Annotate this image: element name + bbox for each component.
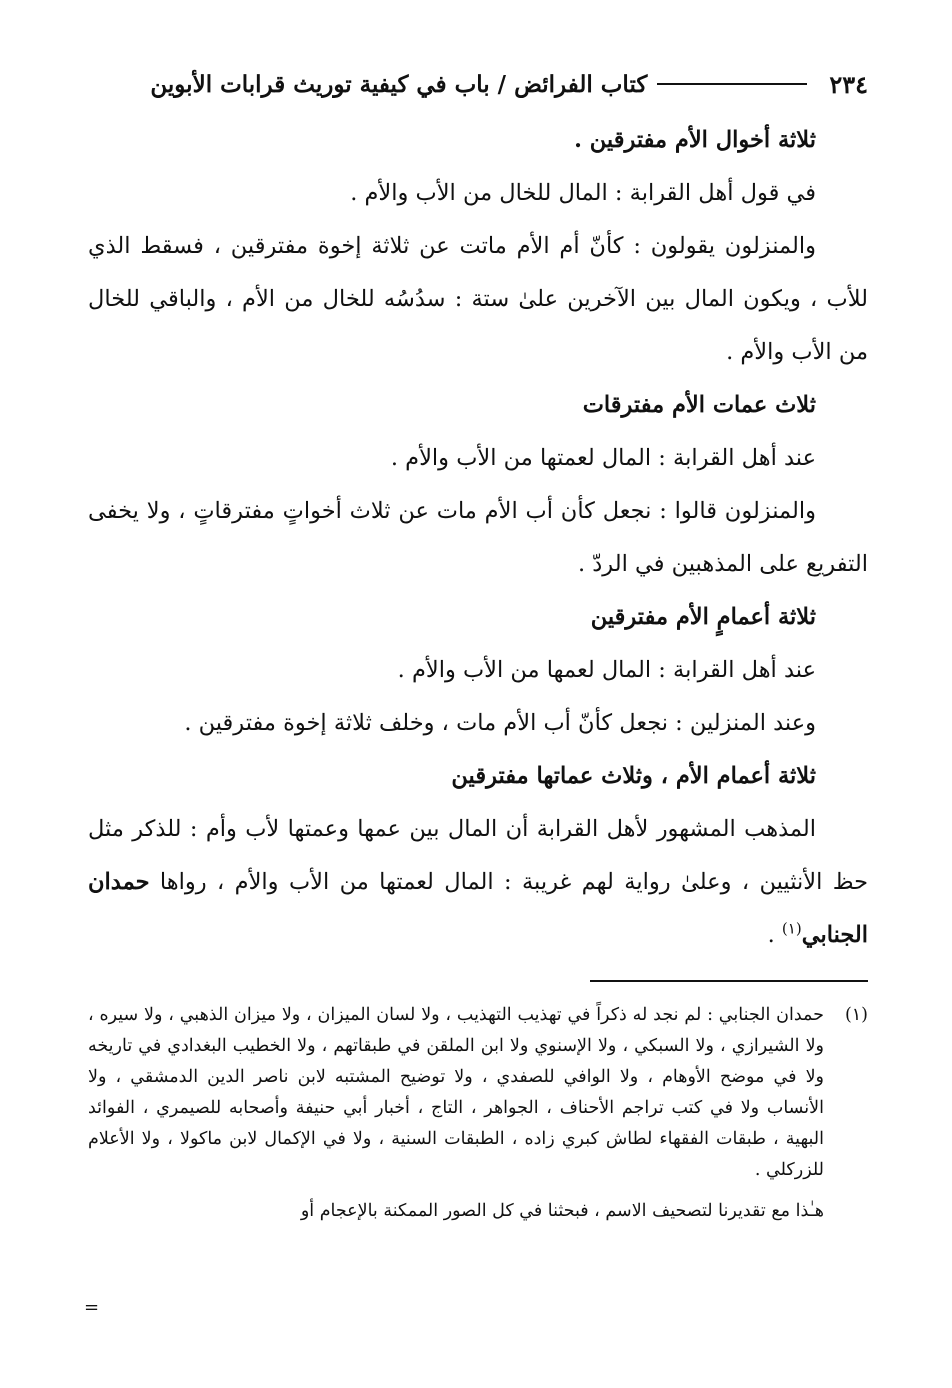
paragraph-4: والمنزلون قالوا : نجعل كأن أب الأم مات عن ثلاث أخواتٍ مفترقاتٍ ، ولا يخفى التفريع على المذهبين في الردّ . — [88, 498, 868, 577]
paragraph-2: والمنزلون يقولون : كأنّ أم الأم ماتت عن ثلاثة إخوة مفترقين ، فسقط الذي للأب ، ويكون المال بين الآخرين علىٰ ستة : سدُسُه للخال من الأم ، والباقي للخال من الأب والأم . — [88, 233, 868, 365]
section-heading-4: ثلاثة أعمام الأم ، وثلاث عماتها مفترقين — [451, 763, 816, 789]
footnote-reference[interactable]: (١) — [781, 919, 802, 938]
paragraph-7-end: . — [767, 922, 782, 948]
main-text — [88, 114, 868, 962]
running-title: كتاب الفرائض / باب في كيفية توريث قرابات الأبوين — [150, 70, 648, 98]
book-page — [84, 62, 869, 1362]
footnote-continuation: هـٰذا مع تقديرنا لتصحيف الاسم ، فبحثنا في كل الصور الممكنة بالإعجام أو — [300, 1201, 824, 1221]
paragraph-1: في قول أهل القرابة : المال للخال من الأب والأم . — [350, 180, 816, 206]
paragraph-7-text: المذهب المشهور لأهل القرابة أن المال بين عمها وعمتها لأب وأم : للذكر مثل حظ الأنثيين ، وعلىٰ رواية لهم غريبة : المال لعمتها من الأب والأم ، رواها — [88, 816, 869, 895]
footnote-mark: (١) — [844, 1005, 868, 1025]
paragraph-5: عند أهل القرابة : المال لعمها من الأب والأم . — [397, 657, 816, 683]
section-heading-2: ثلاث عمات الأم مفترقات — [582, 392, 816, 418]
section-heading-3: ثلاثة أعمامٍ الأم مفترقين — [590, 604, 816, 630]
section-heading-1: ثلاثة أخوال الأم مفترقين . — [574, 127, 816, 153]
running-header — [88, 62, 868, 106]
paragraph-6: وعند المنزلين : نجعل كأنّ أب الأم مات ، وخلف ثلاثة إخوة مفترقين . — [184, 710, 816, 736]
footnote-separator — [590, 980, 868, 982]
header-rule — [657, 83, 807, 85]
footnotes — [88, 1000, 868, 1227]
paragraph-7 — [88, 803, 868, 962]
footnote-text: حمدان الجنابي : لم نجد له ذكراً في تهذيب التهذيب ، ولا لسان الميزان ، ولا ميزان الذهبي ، ولا سيره ، ولا الشيرازي ، ولا السبكي ، ولا الإسنوي ولا ابن الملقن في طبقاتهم ، ولا الخطيب البغدادي في تاريخه ولا في موضح الأوهام ، ولا الوافي للصفدي ، ولا توضيح المشتبه لابن ناصر الدين الدمشقي ، ولا الأنساب ولا في كتب تراجم الأحناف ، الجواهر ، التاج ، أخبار أبي حنيفة وأصحابه للصيمري ، الفوائد البهية ، طبقات الفقهاء لطاش كبري زاده ، الطبقات السنية ، ولا في الإكمال لابن ماكولا ، ولا الأعلام للزركلي . — [88, 1005, 825, 1180]
footnote-1 — [88, 1000, 868, 1186]
narrator-name: حمدان الجنابي — [88, 869, 868, 948]
paragraph-3: عند أهل القرابة : المال لعمتها من الأب والأم . — [390, 445, 816, 471]
page-number: ٢٣٤ — [829, 69, 868, 99]
continuation-mark: = — [84, 1297, 100, 1318]
